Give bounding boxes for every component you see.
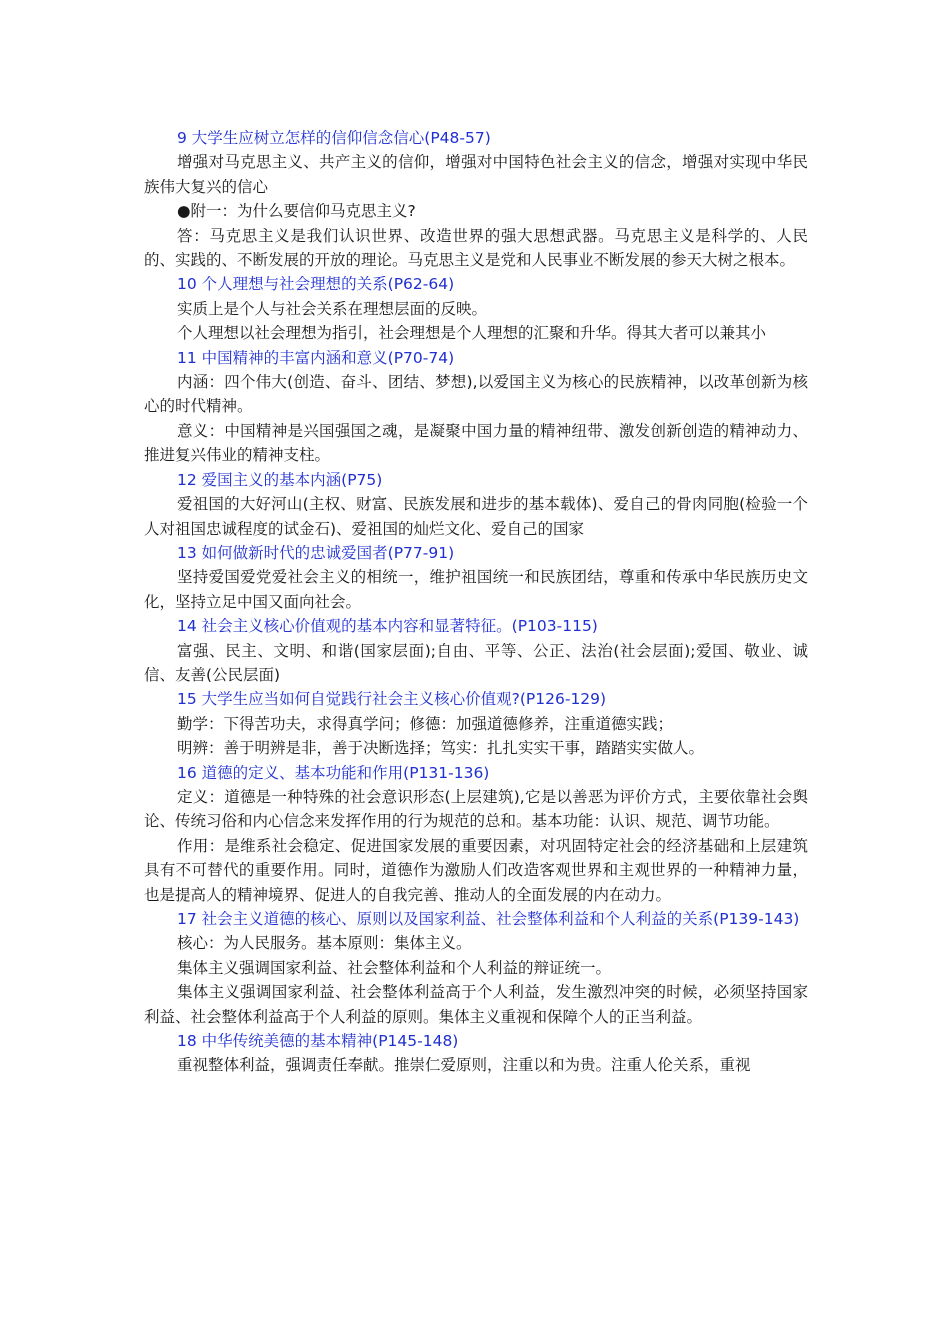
section-heading-18: 18 中华传统美德的基本精神(P145-148) xyxy=(177,1032,459,1051)
section-heading-15: 15 大学生应当如何自觉践行社会主义核心价值观?(P126-129) xyxy=(177,690,607,709)
paragraph: 个人理想以社会理想为指引，社会理想是个人理想的汇聚和升华。得其大者可以兼其小 xyxy=(177,324,767,343)
paragraph: 勤学：下得苦功夫，求得真学问；修德：加强道德修养，注重道德实践； xyxy=(177,714,674,733)
paragraph: 内涵：四个伟大(创造、奋斗、团结、梦想),以爱国主义为核心的民族精神，以改革创新为核心的时代精神。 xyxy=(144,373,808,416)
paragraph: 核心：为人民服务。基本原则：集体主义。 xyxy=(177,934,472,953)
paragraph: 富强、民主、文明、和谐(国家层面);自由、平等、公正、法治(社会层面);爱国、敬业、诚信、友善(公民层面) xyxy=(144,641,808,684)
paragraph: 答：马克思主义是我们认识世界、改造世界的强大思想武器。马克思主义是科学的、人民的、实践的、不断发展的开放的理论。马克思主义是党和人民事业不断发展的参天大树之根本。 xyxy=(144,226,808,270)
paragraph: 集体主义强调国家利益、社会整体利益高于个人利益，发生激烈冲突的时候，必须坚持国家利益、社会整体利益高于个人利益的原则。集体主义重视和保障个人的正当利益。 xyxy=(144,983,808,1026)
paragraph: 明辨：善于明辨是非，善于决断选择；笃实：扎扎实实干事，踏踏实实做人。 xyxy=(177,739,705,758)
section-heading-10: 10 个人理想与社会理想的关系(P62-64) xyxy=(177,275,455,294)
paragraph: 增强对马克思主义、共产主义的信仰，增强对中国特色社会主义的信念，增强对实现中华民族伟大复兴的信心 xyxy=(144,153,808,196)
paragraph: ●附一：为什么要信仰马克思主义? xyxy=(177,202,416,221)
section-heading-16: 16 道德的定义、基本功能和作用(P131-136) xyxy=(177,763,490,782)
section-heading-9: 9 大学生应树立怎样的信仰信念信心(P48-57) xyxy=(177,129,491,147)
section-heading-17: 17 社会主义道德的核心、原则以及国家利益、社会整体利益和个人利益的关系(P139-143) xyxy=(177,910,800,928)
paragraph: 坚持爱国爱党爱社会主义的相统一，维护祖国统一和民族团结，尊重和传承中华民族历史文化，坚持立足中国又面向社会。 xyxy=(144,568,808,611)
paragraph: 实质上是个人与社会关系在理想层面的反映。 xyxy=(177,299,488,318)
paragraph: 作用：是维系社会稳定、促进国家发展的重要因素，对巩固特定社会的经济基础和上层建筑具有不可替代的重要作用。同时，道德作为激励人们改造客观世界和主观世界的一种精神力量，也是提高人的精神境界、促进人的自我完善、推动人的全面发展的内在动力。 xyxy=(144,836,808,904)
paragraph: 重视整体利益，强调责任奉献。推崇仁爱原则，注重以和为贵。注重人伦关系，重视 xyxy=(177,1056,751,1075)
document-page xyxy=(144,126,808,1078)
section-heading-11: 11 中国精神的丰富内涵和意义(P70-74) xyxy=(177,348,455,367)
paragraph: 集体主义强调国家利益、社会整体利益和个人利益的辩证统一。 xyxy=(177,958,612,977)
paragraph: 爱祖国的大好河山(主权、财富、民族发展和进步的基本载体)、爱自己的骨肉同胞(检验一个人对祖国忠诚程度的试金石)、爱祖国的灿烂文化、爱自己的国家 xyxy=(144,495,808,538)
paragraph: 定义：道德是一种特殊的社会意识形态(上层建筑),它是以善恶为评价方式，主要依靠社会舆论、传统习俗和内心信念来发挥作用的行为规范的总和。基本功能：认识、规范、调节功能。 xyxy=(144,787,808,831)
section-heading-12: 12 爱国主义的基本内涵(P75) xyxy=(177,470,383,489)
section-heading-14: 14 社会主义核心价值观的基本内容和显著特征。(P103-115) xyxy=(177,617,598,636)
section-heading-13: 13 如何做新时代的忠诚爱国者(P77-91) xyxy=(177,543,455,562)
paragraph: 意义：中国精神是兴国强国之魂，是凝聚中国力量的精神纽带、激发创新创造的精神动力、推进复兴伟业的精神支柱。 xyxy=(144,421,808,465)
